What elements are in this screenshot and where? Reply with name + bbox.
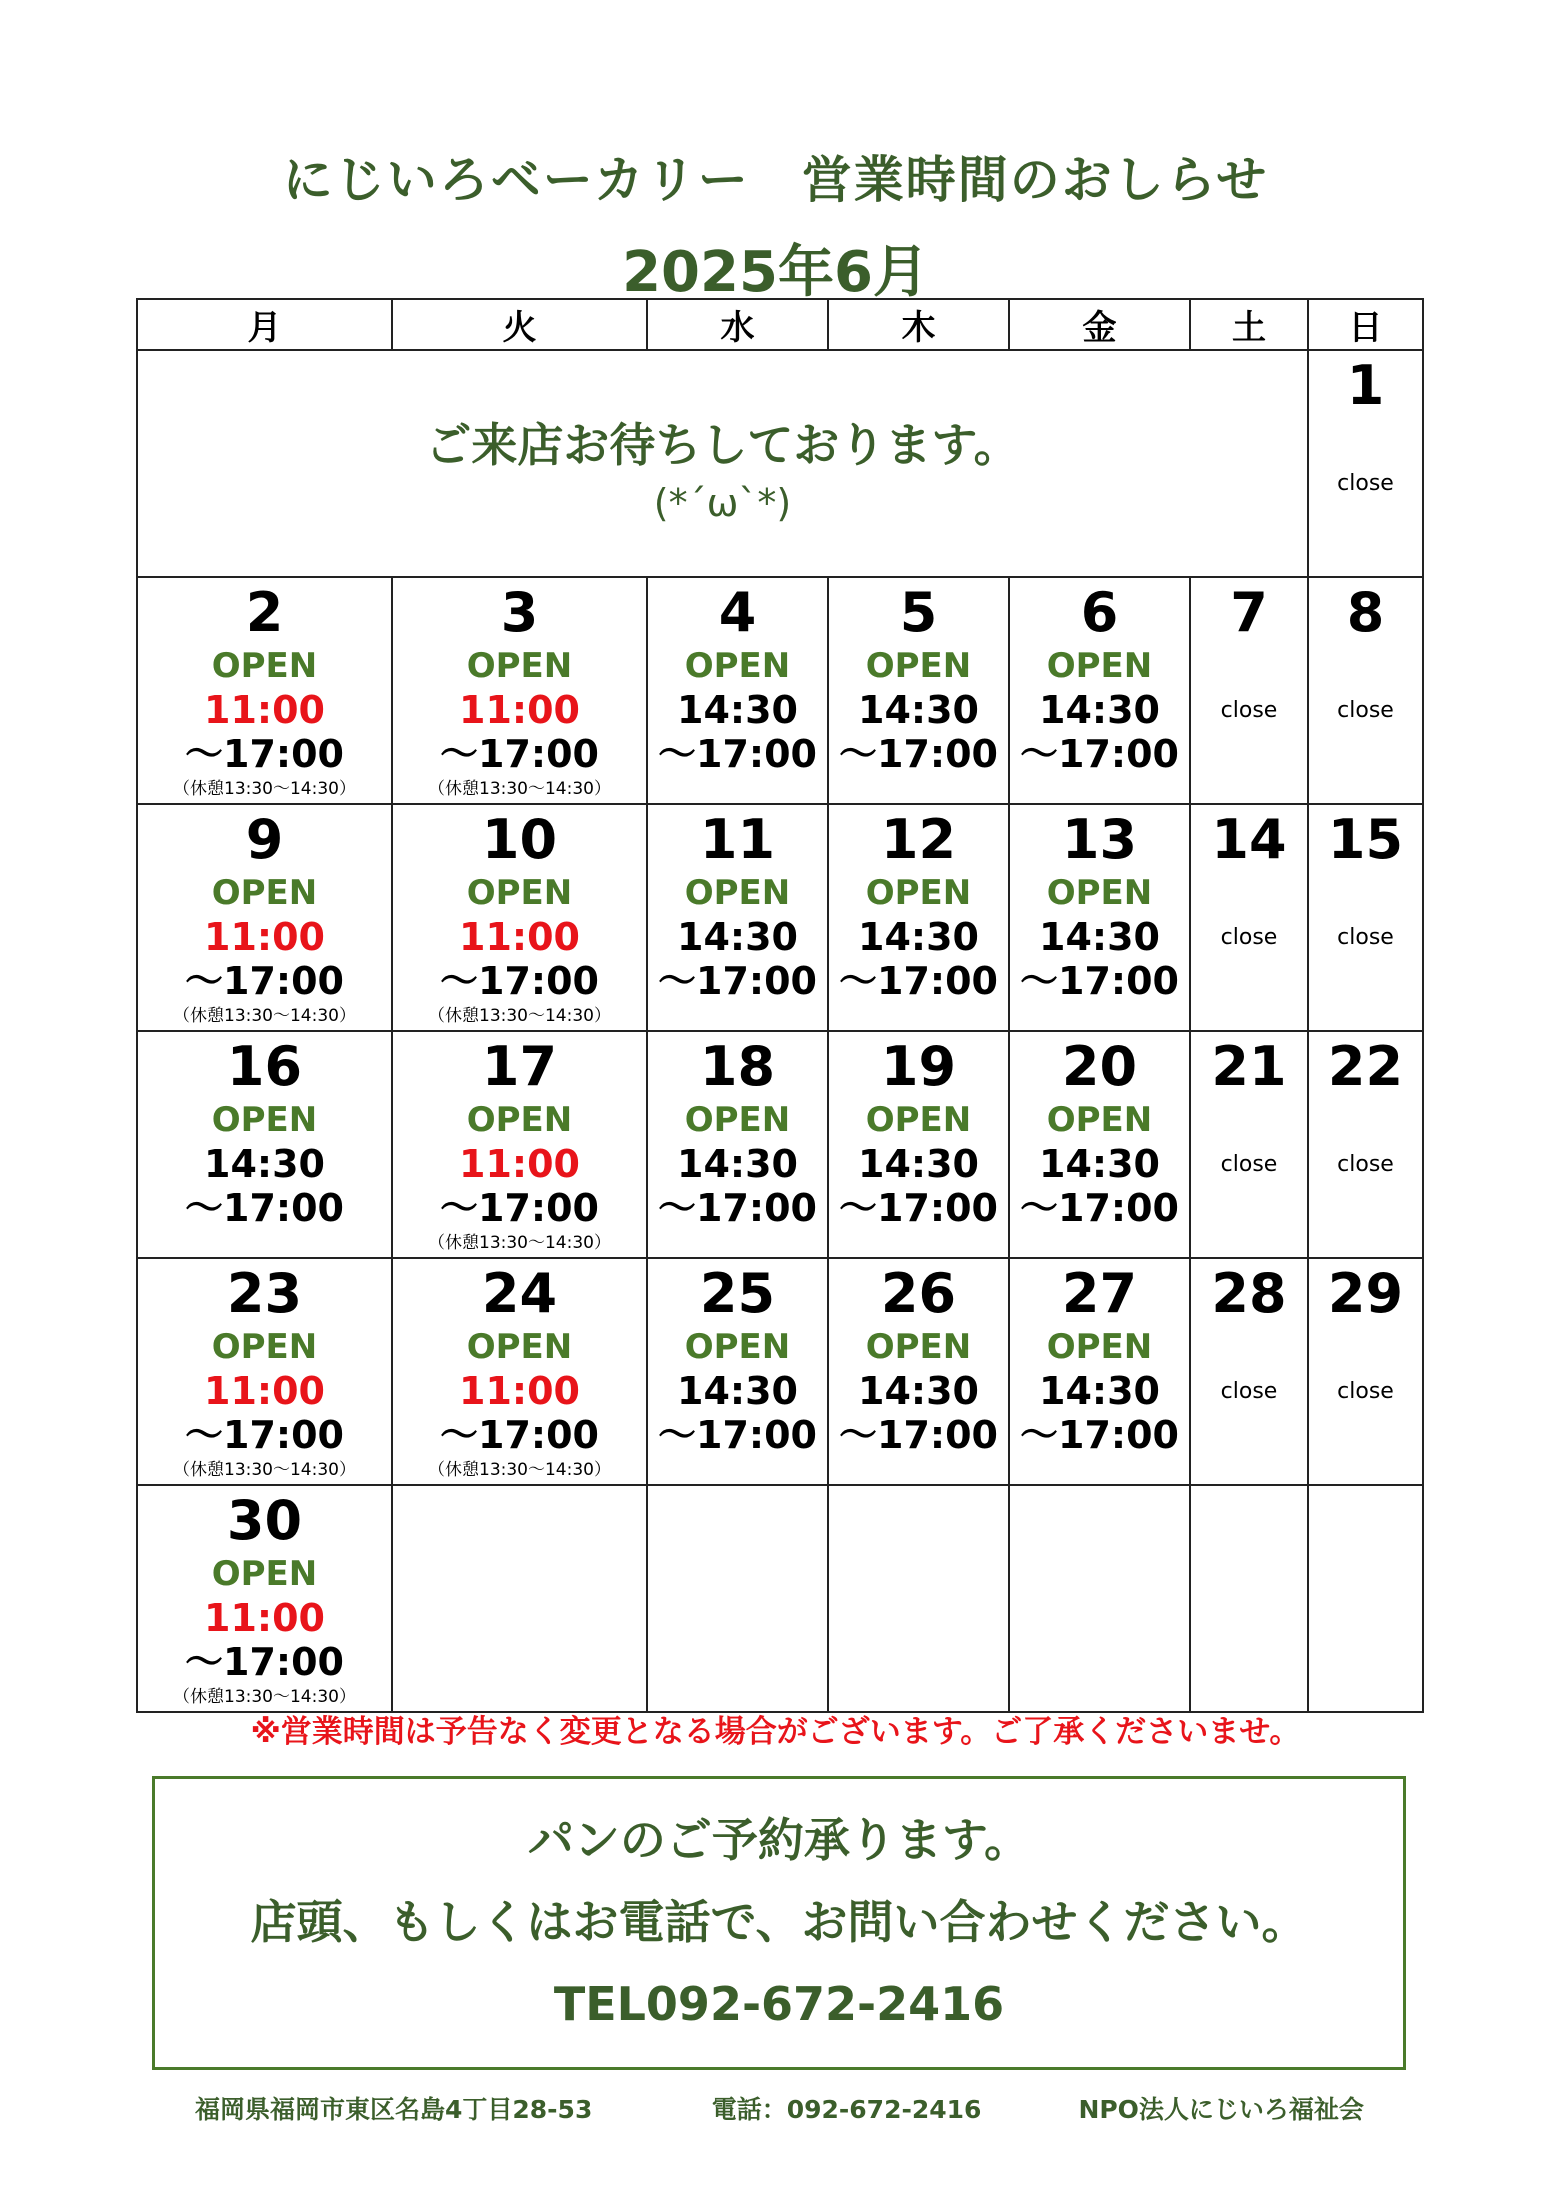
end-time: ～17:00 bbox=[839, 732, 998, 776]
start-time: 14:30 bbox=[677, 915, 798, 959]
open-label: OPEN bbox=[1046, 646, 1153, 686]
open-label: OPEN bbox=[466, 1100, 573, 1140]
open-label: OPEN bbox=[211, 1100, 318, 1140]
end-time: ～17:00 bbox=[658, 1413, 817, 1457]
start-time: 11:00 bbox=[459, 688, 580, 732]
week-row-2 bbox=[137, 577, 1423, 804]
day-cell-12 bbox=[828, 804, 1009, 1031]
welcome-message: ご来店お待ちしております。 bbox=[425, 418, 1020, 472]
change-notice: ※営業時間は予告なく変更となる場合がございます。ご了承くださいませ。 bbox=[250, 1714, 1301, 1750]
day-cell-4 bbox=[647, 577, 828, 804]
end-time: ～17:00 bbox=[658, 732, 817, 776]
calendar-table bbox=[136, 298, 1424, 1713]
break-note: （休憩13:30～14:30） bbox=[428, 1006, 611, 1026]
close-label: close bbox=[1220, 1379, 1278, 1404]
day-cell-27 bbox=[1009, 1258, 1190, 1485]
weekday-sat: 土 bbox=[1190, 299, 1308, 350]
day-cell-19 bbox=[828, 1031, 1009, 1258]
day-cell-6 bbox=[1009, 577, 1190, 804]
day-number: 27 bbox=[1061, 1262, 1138, 1325]
day-cell-16 bbox=[137, 1031, 392, 1258]
weekday-header-row bbox=[137, 299, 1423, 350]
day-number: 18 bbox=[699, 1035, 776, 1098]
month-title: 2025年6月 bbox=[622, 240, 929, 305]
day-cell-2 bbox=[137, 577, 392, 804]
close-label: close bbox=[1337, 471, 1394, 496]
start-time: 14:30 bbox=[1039, 688, 1160, 732]
end-time: ～17:00 bbox=[440, 1186, 599, 1230]
start-time: 11:00 bbox=[204, 915, 325, 959]
start-time: 14:30 bbox=[677, 688, 798, 732]
start-time: 11:00 bbox=[459, 1369, 580, 1413]
close-label: close bbox=[1220, 925, 1278, 950]
open-label: OPEN bbox=[865, 646, 972, 686]
day-number: 30 bbox=[226, 1489, 303, 1552]
weekday-mon: 月 bbox=[137, 299, 392, 350]
day-cell-30 bbox=[137, 1485, 392, 1712]
welcome-cell bbox=[137, 350, 1308, 577]
empty-cell bbox=[1190, 1485, 1308, 1712]
day-cell-22 bbox=[1308, 1031, 1423, 1258]
footer-address: 福岡県福岡市東区名島4丁目28-53 bbox=[195, 2095, 593, 2124]
weekday-thu: 木 bbox=[828, 299, 1009, 350]
day-number: 19 bbox=[880, 1035, 957, 1098]
day-number: 26 bbox=[880, 1262, 957, 1325]
day-number: 28 bbox=[1211, 1262, 1287, 1325]
day-number: 15 bbox=[1327, 808, 1404, 871]
day-cell-15 bbox=[1308, 804, 1423, 1031]
open-label: OPEN bbox=[466, 646, 573, 686]
open-label: OPEN bbox=[211, 873, 318, 913]
day-cell-13 bbox=[1009, 804, 1190, 1031]
open-label: OPEN bbox=[1046, 1327, 1153, 1367]
day-cell-24 bbox=[392, 1258, 647, 1485]
open-label: OPEN bbox=[466, 1327, 573, 1367]
open-label: OPEN bbox=[211, 1554, 318, 1594]
start-time: 14:30 bbox=[858, 1369, 979, 1413]
day-cell-18 bbox=[647, 1031, 828, 1258]
day-number: 20 bbox=[1061, 1035, 1138, 1098]
open-label: OPEN bbox=[865, 1327, 972, 1367]
weekday-sun: 日 bbox=[1308, 299, 1423, 350]
end-time: ～17:00 bbox=[839, 959, 998, 1003]
start-time: 14:30 bbox=[1039, 1142, 1160, 1186]
start-time: 14:30 bbox=[1039, 1369, 1160, 1413]
day-number: 11 bbox=[699, 808, 776, 871]
day-number: 1 bbox=[1346, 354, 1385, 417]
open-label: OPEN bbox=[1046, 1100, 1153, 1140]
day-number: 13 bbox=[1061, 808, 1138, 871]
open-label: OPEN bbox=[684, 873, 791, 913]
day-number: 12 bbox=[880, 808, 957, 871]
day-number: 16 bbox=[226, 1035, 303, 1098]
empty-cell bbox=[392, 1485, 647, 1712]
end-time: ～17:00 bbox=[839, 1186, 998, 1230]
end-time: ～17:00 bbox=[185, 1186, 344, 1230]
end-time: ～17:00 bbox=[440, 732, 599, 776]
week-row-6 bbox=[137, 1485, 1423, 1712]
day-cell-5 bbox=[828, 577, 1009, 804]
day-number: 14 bbox=[1211, 808, 1287, 871]
break-note: （休憩13:30～14:30） bbox=[428, 1233, 611, 1253]
footer-phone: 電話：092-672-2416 bbox=[711, 2095, 982, 2124]
end-time: ～17:00 bbox=[1020, 732, 1179, 776]
start-time: 11:00 bbox=[204, 1596, 325, 1640]
open-label: OPEN bbox=[865, 873, 972, 913]
reservation-line-1: パンのご予約承ります。 bbox=[527, 1813, 1031, 1867]
start-time: 14:30 bbox=[858, 688, 979, 732]
welcome-face: (*´ω`*) bbox=[653, 481, 792, 525]
open-label: OPEN bbox=[211, 1327, 318, 1367]
end-time: ～17:00 bbox=[1020, 1186, 1179, 1230]
break-note: （休憩13:30～14:30） bbox=[173, 779, 356, 799]
day-cell-14 bbox=[1190, 804, 1308, 1031]
end-time: ～17:00 bbox=[658, 1186, 817, 1230]
day-number: 29 bbox=[1327, 1262, 1404, 1325]
day-number: 25 bbox=[699, 1262, 776, 1325]
start-time: 11:00 bbox=[204, 1369, 325, 1413]
footer-organization: NPO法人にじいろ福祉会 bbox=[1078, 2095, 1364, 2124]
day-number: 2 bbox=[245, 581, 284, 644]
day-number: 6 bbox=[1080, 581, 1119, 644]
day-cell-3 bbox=[392, 577, 647, 804]
day-cell-25 bbox=[647, 1258, 828, 1485]
reservation-box bbox=[152, 1776, 1406, 2070]
start-time: 14:30 bbox=[858, 915, 979, 959]
end-time: ～17:00 bbox=[440, 1413, 599, 1457]
open-label: OPEN bbox=[684, 1100, 791, 1140]
end-time: ～17:00 bbox=[440, 959, 599, 1003]
page-title: にじいろベーカリー 営業時間のおしらせ bbox=[282, 151, 1269, 209]
empty-cell bbox=[828, 1485, 1009, 1712]
week-row-5 bbox=[137, 1258, 1423, 1485]
break-note: （休憩13:30～14:30） bbox=[173, 1006, 356, 1026]
day-cell-8 bbox=[1308, 577, 1423, 804]
close-label: close bbox=[1220, 698, 1278, 723]
break-note: （休憩13:30～14:30） bbox=[173, 1460, 356, 1480]
close-label: close bbox=[1220, 1152, 1278, 1177]
day-number: 21 bbox=[1211, 1035, 1287, 1098]
open-label: OPEN bbox=[865, 1100, 972, 1140]
end-time: ～17:00 bbox=[1020, 1413, 1179, 1457]
start-time: 11:00 bbox=[204, 688, 325, 732]
day-cell-7 bbox=[1190, 577, 1308, 804]
start-time: 14:30 bbox=[858, 1142, 979, 1186]
open-label: OPEN bbox=[211, 646, 318, 686]
day-number: 7 bbox=[1230, 581, 1268, 644]
start-time: 14:30 bbox=[1039, 915, 1160, 959]
day-cell-26 bbox=[828, 1258, 1009, 1485]
start-time: 14:30 bbox=[677, 1142, 798, 1186]
empty-cell bbox=[1308, 1485, 1423, 1712]
reservation-phone: TEL092-672-2416 bbox=[553, 1977, 1005, 2031]
empty-cell bbox=[1009, 1485, 1190, 1712]
end-time: ～17:00 bbox=[185, 1413, 344, 1457]
day-number: 9 bbox=[245, 808, 284, 871]
day-number: 5 bbox=[899, 581, 938, 644]
day-cell-11 bbox=[647, 804, 828, 1031]
week-row-3 bbox=[137, 804, 1423, 1031]
open-label: OPEN bbox=[684, 1327, 791, 1367]
end-time: ～17:00 bbox=[185, 732, 344, 776]
start-time: 11:00 bbox=[459, 1142, 580, 1186]
weekday-wed: 水 bbox=[647, 299, 828, 350]
close-label: close bbox=[1337, 1379, 1394, 1404]
weekday-tue: 火 bbox=[392, 299, 647, 350]
day-cell-28 bbox=[1190, 1258, 1308, 1485]
start-time: 14:30 bbox=[677, 1369, 798, 1413]
start-time: 11:00 bbox=[459, 915, 580, 959]
end-time: ～17:00 bbox=[839, 1413, 998, 1457]
weekday-fri: 金 bbox=[1009, 299, 1190, 350]
break-note: （休憩13:30～14:30） bbox=[428, 1460, 611, 1480]
break-note: （休憩13:30～14:30） bbox=[428, 779, 611, 799]
day-cell-17 bbox=[392, 1031, 647, 1258]
day-number: 10 bbox=[481, 808, 558, 871]
start-time: 14:30 bbox=[204, 1142, 325, 1186]
break-note: （休憩13:30～14:30） bbox=[173, 1687, 356, 1707]
footer bbox=[195, 2090, 1395, 2126]
day-cell-21 bbox=[1190, 1031, 1308, 1258]
day-number: 3 bbox=[500, 581, 539, 644]
end-time: ～17:00 bbox=[658, 959, 817, 1003]
day-cell-1 bbox=[1308, 350, 1423, 577]
day-number: 8 bbox=[1346, 581, 1385, 644]
open-label: OPEN bbox=[466, 873, 573, 913]
week-row-1 bbox=[137, 350, 1423, 577]
day-cell-23 bbox=[137, 1258, 392, 1485]
end-time: ～17:00 bbox=[185, 1640, 344, 1684]
day-cell-29 bbox=[1308, 1258, 1423, 1485]
close-label: close bbox=[1337, 1152, 1394, 1177]
close-label: close bbox=[1337, 698, 1394, 723]
open-label: OPEN bbox=[1046, 873, 1153, 913]
close-label: close bbox=[1337, 925, 1394, 950]
reservation-line-2: 店頭、もしくはお電話で、お問い合わせください。 bbox=[250, 1895, 1308, 1949]
week-row-4 bbox=[137, 1031, 1423, 1258]
day-cell-10 bbox=[392, 804, 647, 1031]
open-label: OPEN bbox=[684, 646, 791, 686]
day-number: 22 bbox=[1327, 1035, 1404, 1098]
day-number: 17 bbox=[481, 1035, 558, 1098]
day-number: 24 bbox=[481, 1262, 558, 1325]
day-number: 23 bbox=[226, 1262, 303, 1325]
end-time: ～17:00 bbox=[1020, 959, 1179, 1003]
day-cell-20 bbox=[1009, 1031, 1190, 1258]
end-time: ～17:00 bbox=[185, 959, 344, 1003]
day-cell-9 bbox=[137, 804, 392, 1031]
empty-cell bbox=[647, 1485, 828, 1712]
day-number: 4 bbox=[718, 581, 757, 644]
